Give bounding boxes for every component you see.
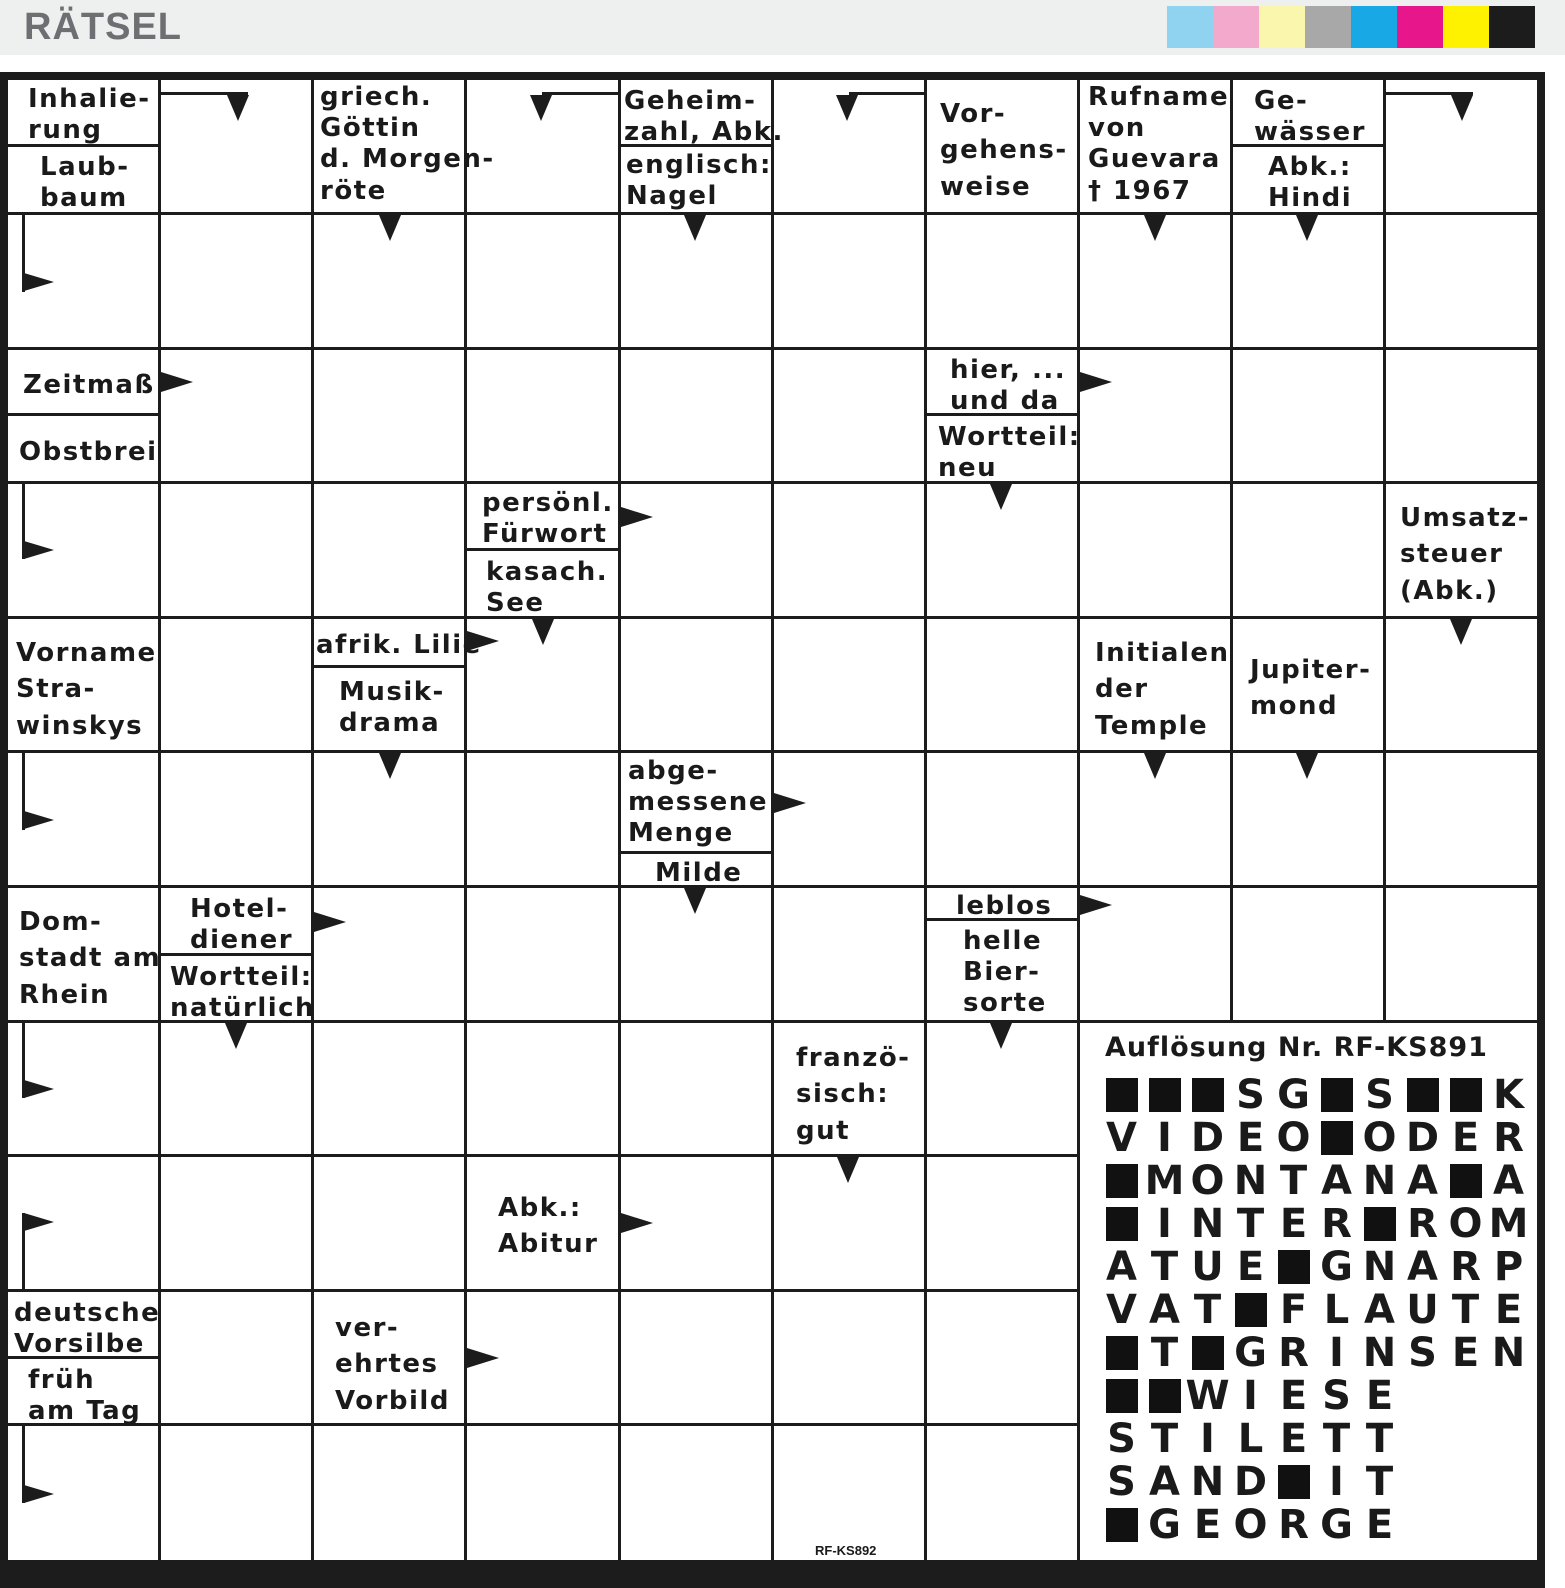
solution-letter: I xyxy=(1243,1373,1258,1419)
solution-letter: L xyxy=(1237,1416,1264,1462)
solution-letter: E xyxy=(1365,1502,1394,1548)
clue-geheimzahl: Geheim- zahl, Abk. xyxy=(624,86,784,148)
header-bar xyxy=(0,0,1565,55)
clue-initialen-temple: Initialen der Temple xyxy=(1095,638,1230,741)
solution-block xyxy=(1186,1332,1229,1374)
clue-wortteil-natuerlich: Wortteil: natürlich xyxy=(170,962,316,1024)
solution-letter: T xyxy=(1365,1416,1394,1462)
solution-letter: S xyxy=(1107,1459,1136,1505)
solution-row xyxy=(1100,1289,1530,1331)
solution-row xyxy=(1100,1418,1401,1460)
solution-letter: F xyxy=(1279,1287,1308,1333)
solution-letter: O xyxy=(1276,1115,1311,1161)
turn-arrow-icon xyxy=(24,811,54,829)
solution-block xyxy=(1100,1160,1143,1202)
solution-letter: E xyxy=(1236,1115,1265,1161)
turn-arrow-icon xyxy=(24,273,54,291)
solution-letter: O xyxy=(1190,1158,1225,1204)
solution-letter: G xyxy=(1320,1502,1353,1548)
clue-musikdrama: Musik- drama xyxy=(339,677,445,739)
clue-separator xyxy=(8,413,159,416)
clue-verehrtes-vorbild: ver- ehrtes Vorbild xyxy=(335,1313,450,1416)
solution-letter: I xyxy=(1329,1459,1344,1505)
solution-letter: D xyxy=(1190,1115,1225,1161)
arrow-down-icon xyxy=(1144,215,1166,241)
color-swatch-magenta xyxy=(1397,6,1443,48)
solution-block xyxy=(1100,1074,1143,1116)
solution-letter: A xyxy=(1106,1244,1137,1290)
solution-letter: T xyxy=(1193,1287,1222,1333)
grid-line xyxy=(618,80,621,1560)
solution-letter: A xyxy=(1321,1158,1352,1204)
grid-line xyxy=(8,616,1537,619)
grid-line xyxy=(8,885,1537,888)
clue-persoenl-fuerwort: persönl. Fürwort xyxy=(482,488,614,550)
solution-letter: E xyxy=(1279,1373,1308,1419)
solution-letter: A xyxy=(1149,1459,1180,1505)
solution-letter: N xyxy=(1362,1330,1397,1376)
clue-frueh-am-tag: früh am Tag xyxy=(28,1365,142,1427)
solution-letter: E xyxy=(1236,1244,1265,1290)
solution-letter: E xyxy=(1365,1373,1394,1419)
turn-arrow-icon xyxy=(24,1080,54,1098)
clue-afrik-lilie: afrik. Lilie xyxy=(316,630,482,660)
clue-obstbrei: Obstbrei xyxy=(19,437,158,467)
arrow-right-icon xyxy=(161,372,193,392)
solution-letter: T xyxy=(1451,1287,1480,1333)
solution-letter: U xyxy=(1406,1287,1439,1333)
arrow-down-icon xyxy=(225,1023,247,1049)
solution-row xyxy=(1100,1504,1401,1546)
solution-block xyxy=(1143,1074,1186,1116)
clue-vorname-strawinskys: Vorname Stra- winskys xyxy=(16,638,157,741)
arrow-down-icon xyxy=(684,215,706,241)
arrow-right-icon xyxy=(1080,895,1112,915)
solution-row xyxy=(1100,1246,1530,1288)
solution-block xyxy=(1272,1461,1315,1503)
grid-line xyxy=(8,347,1537,350)
clue-abk-hindi: Abk.: Hindi xyxy=(1268,152,1353,214)
solution-title: Auflösung Nr. RF-KS891 xyxy=(1105,1032,1488,1063)
clue-helle-biersorte: helle Bier- sorte xyxy=(963,926,1047,1019)
clue-separator xyxy=(313,665,465,668)
solution-block xyxy=(1444,1074,1487,1116)
arrow-down-icon xyxy=(379,215,401,241)
solution-row xyxy=(1100,1160,1530,1202)
solution-block xyxy=(1401,1074,1444,1116)
solution-letter: S xyxy=(1322,1373,1351,1419)
puzzle-code: RF-KS892 xyxy=(815,1543,877,1558)
clue-jupitermond: Jupiter- mond xyxy=(1250,655,1372,722)
arrow-down-icon xyxy=(990,1023,1012,1049)
solution-block xyxy=(1444,1160,1487,1202)
solution-block xyxy=(1315,1074,1358,1116)
grid-line xyxy=(311,80,314,1560)
solution-letter: E xyxy=(1494,1287,1523,1333)
arrow-down-icon xyxy=(532,619,554,645)
solution-letter: I xyxy=(1329,1330,1344,1376)
solution-letter: E xyxy=(1451,1330,1480,1376)
turn-arrow-icon xyxy=(24,541,54,559)
clue-domstadt: Dom- stadt am Rhein xyxy=(19,907,162,1010)
clue-deutsche-vorsilbe: deutsche Vorsilbe xyxy=(14,1298,161,1360)
solution-letter: E xyxy=(1451,1115,1480,1161)
clue-abgemessene-menge: abge- messene Menge xyxy=(628,756,768,849)
color-calibration-bar xyxy=(1167,6,1535,48)
clue-hoteldiener: Hotel- diener xyxy=(190,894,294,956)
clue-wortteil-neu: Wortteil: neu xyxy=(938,422,1081,484)
solution-letter: P xyxy=(1493,1244,1524,1290)
solution-letter: S xyxy=(1107,1416,1136,1462)
solution-letter: N xyxy=(1190,1201,1225,1247)
grid-line xyxy=(924,80,927,1560)
arrow-right-icon xyxy=(621,1213,653,1233)
solution-letter: T xyxy=(1322,1416,1351,1462)
clue-griech-goettin: griech. Göttin d. Morgen- röte xyxy=(320,82,495,206)
solution-letter: G xyxy=(1234,1330,1267,1376)
clue-zeitmass: Zeitmaß xyxy=(23,370,155,400)
solution-letter: A xyxy=(1407,1244,1438,1290)
solution-row xyxy=(1100,1203,1530,1245)
solution-letter: I xyxy=(1200,1416,1215,1462)
solution-block xyxy=(1100,1203,1143,1245)
solution-letter: T xyxy=(1150,1416,1179,1462)
arrow-down-icon xyxy=(1296,215,1318,241)
turn-arrow-icon xyxy=(24,1213,54,1231)
arrow-down-icon xyxy=(379,753,401,779)
grid-line xyxy=(1077,80,1080,1560)
clue-milde: Milde xyxy=(655,858,743,888)
solution-letter: N xyxy=(1362,1158,1397,1204)
solution-letter: M xyxy=(1488,1201,1529,1247)
solution-row xyxy=(1100,1461,1401,1503)
solution-letter: V xyxy=(1106,1287,1137,1333)
solution-letter: V xyxy=(1106,1115,1137,1161)
solution-letter: G xyxy=(1277,1072,1310,1118)
arrow-right-icon xyxy=(314,912,346,932)
solution-letter: A xyxy=(1364,1287,1395,1333)
solution-letter: R xyxy=(1407,1201,1438,1247)
arrow-down-icon xyxy=(530,95,552,121)
grid-line xyxy=(464,80,467,1560)
arrow-down-icon xyxy=(227,95,249,121)
solution-block xyxy=(1315,1117,1358,1159)
solution-block xyxy=(1100,1504,1143,1546)
clue-rufname-guevara: Rufname von Guevara † 1967 xyxy=(1088,82,1230,206)
color-swatch-gray xyxy=(1305,6,1351,48)
solution-letter: K xyxy=(1493,1072,1524,1118)
solution-letter: G xyxy=(1148,1502,1181,1548)
solution-letter: S xyxy=(1408,1330,1437,1376)
arrow-down-icon xyxy=(1450,619,1472,645)
solution-row xyxy=(1100,1332,1530,1374)
clue-laubbaum: Laub- baum xyxy=(40,152,130,214)
grid-line xyxy=(8,1154,1079,1157)
solution-letter: D xyxy=(1405,1115,1440,1161)
arrow-right-icon xyxy=(467,631,499,651)
solution-letter: E xyxy=(1279,1201,1308,1247)
solution-letter: T xyxy=(1365,1459,1394,1505)
arrow-right-icon xyxy=(1080,372,1112,392)
solution-letter: O xyxy=(1233,1502,1268,1548)
solution-letter: E xyxy=(1193,1502,1222,1548)
color-swatch-cyan xyxy=(1351,6,1397,48)
solution-letter: N xyxy=(1491,1330,1526,1376)
solution-letter: W xyxy=(1185,1373,1230,1419)
clue-separator xyxy=(620,851,772,854)
clue-englisch-nagel: englisch: Nagel xyxy=(626,150,772,212)
solution-letter: O xyxy=(1362,1115,1397,1161)
clue-hier-und-da: hier, ... und da xyxy=(950,355,1067,417)
solution-letter: I xyxy=(1157,1115,1172,1161)
solution-letter: R xyxy=(1450,1244,1481,1290)
turn-arrow-icon xyxy=(24,1485,54,1503)
clue-kasach-see: kasach. See xyxy=(486,557,609,619)
solution-letter: L xyxy=(1323,1287,1350,1333)
color-swatch-light-magenta xyxy=(1213,6,1259,48)
solution-letter: N xyxy=(1233,1158,1268,1204)
grid-line xyxy=(8,1289,1079,1292)
solution-letter: T xyxy=(1279,1158,1308,1204)
solution-letter: T xyxy=(1236,1201,1265,1247)
solution-letter: E xyxy=(1279,1416,1308,1462)
grid-line xyxy=(8,481,1537,484)
arrow-stem xyxy=(849,92,924,95)
arrow-down-icon xyxy=(836,95,858,121)
solution-block xyxy=(1272,1246,1315,1288)
solution-letter: N xyxy=(1362,1244,1397,1290)
solution-letter: U xyxy=(1191,1244,1224,1290)
solution-letter: A xyxy=(1407,1158,1438,1204)
solution-letter: G xyxy=(1320,1244,1353,1290)
solution-letter: T xyxy=(1150,1244,1179,1290)
arrow-down-icon xyxy=(1144,753,1166,779)
arrow-down-icon xyxy=(1296,753,1318,779)
solution-block xyxy=(1100,1332,1143,1374)
color-swatch-light-yellow xyxy=(1259,6,1305,48)
arrow-down-icon xyxy=(684,888,706,914)
color-swatch-yellow xyxy=(1443,6,1489,48)
solution-letter: R xyxy=(1278,1502,1309,1548)
solution-letter: S xyxy=(1236,1072,1265,1118)
solution-letter: M xyxy=(1144,1158,1185,1204)
solution-letter: I xyxy=(1157,1201,1172,1247)
arrow-right-icon xyxy=(621,507,653,527)
solution-block xyxy=(1100,1375,1143,1417)
page-title: RÄTSEL xyxy=(24,6,182,48)
arrow-right-icon xyxy=(467,1348,499,1368)
solution-letter: N xyxy=(1190,1459,1225,1505)
clue-umsatzsteuer: Umsatz- steuer (Abk.) xyxy=(1400,503,1531,606)
solution-block xyxy=(1143,1375,1186,1417)
solution-row xyxy=(1100,1074,1530,1116)
grid-line xyxy=(771,80,774,1560)
solution-letter: D xyxy=(1233,1459,1268,1505)
grid-line xyxy=(1383,80,1386,1022)
arrow-down-icon xyxy=(837,1157,859,1183)
grid-line xyxy=(8,1423,1079,1426)
clue-inhalierung: Inhalie- rung xyxy=(28,84,151,146)
solution-block xyxy=(1186,1074,1229,1116)
arrow-down-icon xyxy=(1451,95,1473,121)
color-swatch-black xyxy=(1489,6,1535,48)
solution-letter: A xyxy=(1493,1158,1524,1204)
grid-line xyxy=(1230,80,1233,1022)
solution-row xyxy=(1100,1117,1530,1159)
color-swatch-light-cyan xyxy=(1167,6,1213,48)
solution-block xyxy=(1229,1289,1272,1331)
solution-letter: R xyxy=(1493,1115,1524,1161)
solution-letter: A xyxy=(1149,1287,1180,1333)
clue-franzoesisch-gut: franzö- sisch: gut xyxy=(796,1043,911,1146)
clue-vorgehensweise: Vor- gehens- weise xyxy=(940,99,1068,202)
clue-gewaesser: Ge- wässer xyxy=(1254,86,1366,148)
solution-row xyxy=(1100,1375,1401,1417)
solution-letter: O xyxy=(1448,1201,1483,1247)
arrow-right-icon xyxy=(774,793,806,813)
solution-letter: R xyxy=(1278,1330,1309,1376)
solution-letter: S xyxy=(1365,1072,1394,1118)
arrow-down-icon xyxy=(990,484,1012,510)
solution-letter: R xyxy=(1321,1201,1352,1247)
solution-letter: T xyxy=(1150,1330,1179,1376)
solution-block xyxy=(1358,1203,1401,1245)
arrow-stem xyxy=(542,92,618,95)
clue-leblos: leblos xyxy=(956,891,1053,921)
clue-abk-abitur: Abk.: Abitur xyxy=(498,1193,599,1260)
